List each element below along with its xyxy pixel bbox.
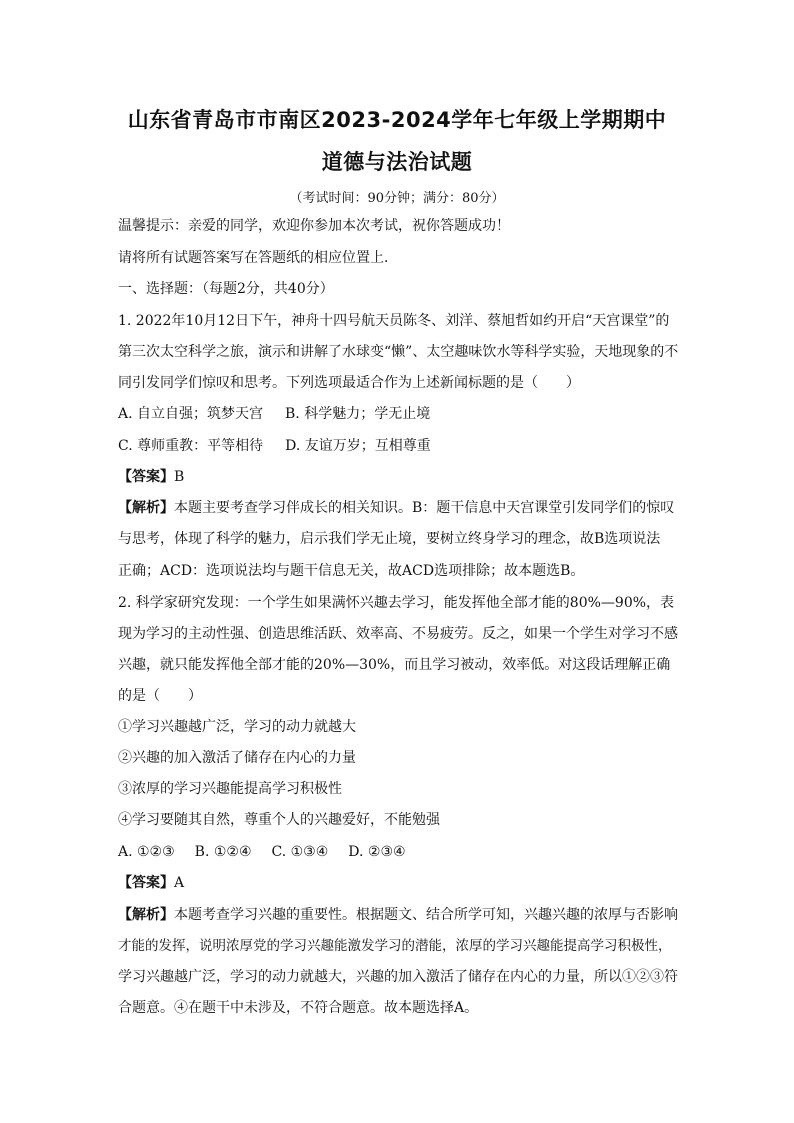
q2-stem-line: 现为学习的主动性强、创造思维活跃、效率高、不易疲劳。反之，如果一个学生对学习不感 xyxy=(118,626,678,642)
analysis-tag: 【解析】 xyxy=(118,500,174,516)
q1-option-a: A. 自立自强；筑梦天宫 xyxy=(118,406,264,422)
q2-option-b: B. ①②④ xyxy=(194,844,252,860)
q2-analysis-line xyxy=(118,905,678,925)
q1-options-row xyxy=(118,436,678,456)
answer-value: B xyxy=(174,469,185,485)
q2-option-d: D. ②③④ xyxy=(348,844,406,860)
q2-item: ④学习要随其自然，尊重个人的兴趣爱好，不能勉强 xyxy=(118,812,440,828)
answer-value: A xyxy=(174,875,185,891)
analysis-tag: 【解析】 xyxy=(118,907,174,923)
answer-tag: 【答案】 xyxy=(118,875,174,891)
exam-info: （考试时间：90分钟；满分：80分） xyxy=(289,191,505,206)
q1-options-row xyxy=(118,404,678,424)
analysis-text: 本题主要考查学习伴成长的相关知识。B：题干信息中天宫课堂引发同学们的惊叹 xyxy=(174,500,675,516)
q2-stem-line: 2. 科学家研究发现：一个学生如果满怀兴趣去学习，能发挥他全部才能的80%—90%，表 xyxy=(118,595,675,611)
q2-option-c: C. ①③④ xyxy=(271,844,329,860)
q2-answer xyxy=(118,873,678,893)
q2-analysis-line: 合题意。④在题干中未涉及，不符合题意。故本题选择A。 xyxy=(118,1000,479,1016)
q1-stem-line: 1. 2022年10月12日下午，神舟十四号航天员陈冬、刘洋、蔡旭哲如约开启“天宫课堂”的 xyxy=(118,313,670,329)
q1-analysis-line: 与思考，体现了科学的魅力，启示我们学无止境，要树立终身学习的理念，故B选项说法 xyxy=(118,531,661,547)
q1-option-c: C. 尊师重教：平等相待 xyxy=(118,438,264,454)
q1-analysis-line: 正确；ACD：选项说法均与题干信息无关，故ACD选项排除；故本题选B。 xyxy=(118,563,585,579)
q1-answer xyxy=(118,467,678,487)
answer-tag: 【答案】 xyxy=(118,469,174,485)
q2-options-row xyxy=(118,842,678,862)
instruction-text: 请将所有试题答案写在答题纸的相应位置上． xyxy=(118,250,398,266)
q2-analysis-line: 学习兴趣越广泛，学习的动力就越大，兴趣的加入激活了储存在内心的力量，所以①②③符 xyxy=(118,969,678,985)
page-subtitle: 道德与法治试题 xyxy=(321,150,473,174)
q1-stem-line: 同引发同学们惊叹和思考。下列选项最适合作为上述新闻标题的是（ ） xyxy=(118,375,580,391)
analysis-text: 本题考查学习兴趣的重要性。根据题文、结合所学可知，兴趣兴趣的浓厚与否影响 xyxy=(174,907,678,923)
section-heading: 一、选择题：（每题2分，共40分） xyxy=(118,281,334,297)
q1-stem-line: 第三次太空科学之旅，演示和讲解了水球变“懒”、太空趣味饮水等科学实验，天地现象的不 xyxy=(118,344,679,360)
q1-option-d: D. 友谊万岁；互相尊重 xyxy=(285,438,431,454)
q2-item: ①学习兴趣越广泛，学习的动力就越大 xyxy=(118,719,356,735)
q2-stem-line: 兴趣，就只能发挥他全部才能的20%—30%，而且学习被动，效率低。对这段话理解正确 xyxy=(118,657,671,673)
q2-item: ②兴趣的加入激活了储存在内心的力量 xyxy=(118,750,356,766)
q2-stem-line: 的是（ ） xyxy=(118,688,202,704)
q2-analysis-line: 才能的发挥，说明浓厚党的学习兴趣能激发学习的潜能，浓厚的学习兴趣能提高学习积极性， xyxy=(118,938,672,954)
tip-text: 温馨提示：亲爱的同学，欢迎你参加本次考试，祝你答题成功！ xyxy=(118,218,510,234)
q2-option-a: A. ①②③ xyxy=(118,844,175,860)
q1-analysis-line xyxy=(118,498,678,518)
page-title: 山东省青岛市市南区2023-2024学年七年级上学期期中 xyxy=(127,108,667,132)
q2-item: ③浓厚的学习兴趣能提高学习积极性 xyxy=(118,781,342,797)
q1-option-b: B. 科学魅力；学无止境 xyxy=(285,406,431,422)
